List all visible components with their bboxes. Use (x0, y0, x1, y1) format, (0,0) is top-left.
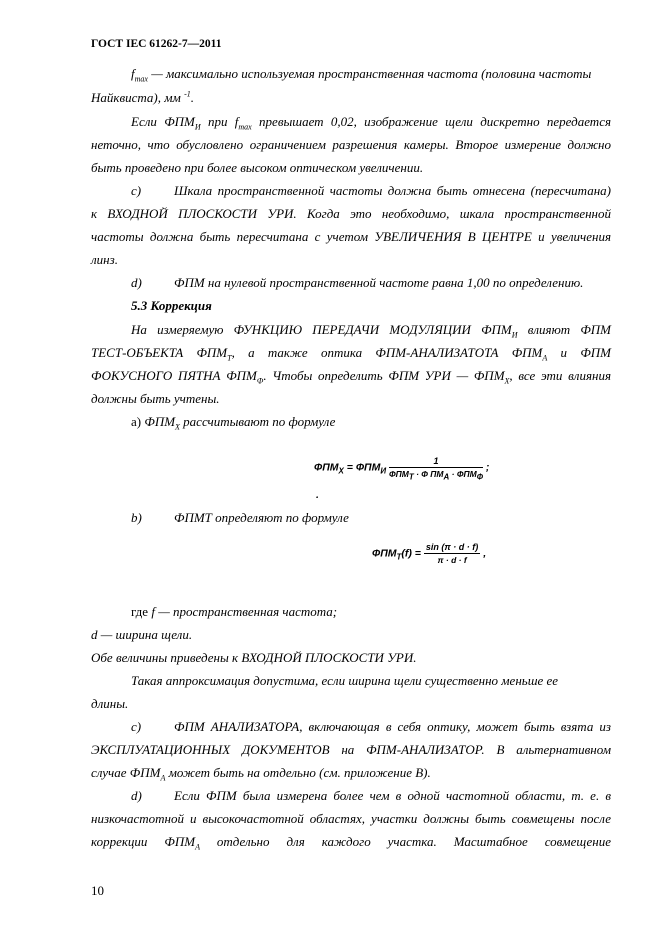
formula-mtf-x-numerator: 1 (389, 456, 483, 468)
item-c2-line-2: ЭКСПЛУАТАЦИОННЫХ ДОКУМЕНТОВ на ФПМ-АНАЛИЗАТОР. В альтернативном (91, 742, 611, 757)
item-c-line-3: частоты должна быть пересчитана с учетом УВЕЛИЧЕНИЯ В ЦЕНТРЕ и увеличения (91, 229, 611, 244)
item-c2-line-1: ФПМ АНАЛИЗАТОРА, включающая в себя оптику, может быть взята из (174, 719, 611, 734)
approximation-line-2: длины. (91, 696, 129, 711)
paragraph-if-line-3: быть проведено при более высоком оптическом увеличении. (91, 160, 424, 175)
formula-mtf-x-stray-dot: . (316, 489, 319, 501)
fmax-definition-line-1: $f_{max}$ — максимально используемая пространственная частота (половина частоты (131, 66, 592, 84)
paragraph-if-line-2: неточно, что обусловлено ограничением разрешения камеры. Второе измерение должно (91, 137, 611, 152)
section-heading: 5.3 Коррекция (131, 298, 212, 313)
item-c2-line-3: случае $ФПМ_А$ может быть на отдельно (см. приложение В). (91, 765, 431, 783)
d-definition: d — ширина щели. (91, 627, 193, 642)
correction-line-3: ФОКУСНОГО ПЯТНА $ФПМ_Ф$. Чтобы определить ФПМ УРИ — $ФПМ_Х$, все эти влияния (91, 368, 611, 386)
item-c-line-1: Шкала пространственной частоты должна быть отнесена (пересчитана) (174, 183, 611, 198)
correction-line-4: должны быть учтены. (91, 391, 220, 406)
document-header: ГОСТ IEC 61262-7—2011 (91, 38, 222, 50)
item-d2-line-2: низкочастотной и высокочастотной областях, участки должны быть совмещены после (91, 811, 611, 826)
both-quantities: Обе величины приведены к ВХОДНОЙ ПЛОСКОСТИ УРИ. (91, 650, 417, 665)
where-f: где f — пространственная частота; (131, 604, 338, 619)
approximation-line-1: Такая аппроксимация допустима, если ширина щели существенно меньше ее (131, 673, 559, 688)
item-d2-line-3: коррекции $ФПМ_А$ отдельно для каждого участка. Масштабное совмещение (91, 834, 611, 852)
item-d-marker: d) (131, 275, 142, 290)
item-d2-marker: d) (131, 788, 142, 803)
item-c-line-4: линз. (91, 252, 118, 267)
formula-mtf-t-fraction (424, 542, 480, 565)
paragraph-if-line-1: Если $ФПМ_И$ при $f_{max}$ превышает 0,02, изображение щели дискретно передается (131, 114, 612, 132)
item-b-text: ФПМТ определяют по формуле (174, 510, 349, 525)
correction-line-1: На измеряемую ФУНКЦИЮ ПЕРЕДАЧИ МОДУЛЯЦИИ $ФПМ_И$ влияют ФПМ (131, 322, 611, 340)
formula-mtf-t-numerator: sin (π · d · f) (425, 542, 479, 552)
item-d2-line-1: Если ФПМ была измерена более чем в одной частотной области, т. е. в (174, 788, 611, 803)
formula-mtf-t: $ФПМ_Т(f)$ = $\frac{\sin (\pi \cdot d \cdot f)}{\pi \cdot d \cdot f}$ , (372, 542, 487, 565)
formula-mtf-x: $ФПМ_X = ФПМ_И$ $\frac{1}{ФПМ_Т \cdot Ф ПМ_А \cdot ФПМ_Ф}$ ; (314, 456, 490, 482)
item-d-text: ФПМ на нулевой пространственной частоте равна 1,00 по определению. (174, 275, 584, 290)
item-b-marker: b) (131, 510, 142, 525)
item-c-line-2: к ВХОДНОЙ ПЛОСКОСТИ УРИ. Когда это необходимо, шкала пространственной (91, 206, 611, 221)
item-c-marker: c) (131, 183, 142, 198)
item-c2-marker: c) (131, 719, 142, 734)
item-a: а) $ФПМ_Х$ рассчитывают по формуле (131, 414, 336, 432)
fmax-definition-line-2: Найквиста), мм $^{-1}$. (91, 89, 195, 105)
page-number: 10 (91, 883, 104, 898)
correction-line-2: ТЕСТ-ОБЪЕКТА $ФПМ_Т$, а также оптика ФПМ-АНАЛИЗАТОТА $ФПМ_А$ и ФПМ (91, 345, 611, 363)
formula-mtf-x-denominator: $ФПМ_Т \cdot Ф$ $ПМ_А \cdot ФПМ_Ф$ (389, 469, 483, 482)
formula-mtf-t-denominator: π · d · f (437, 555, 467, 565)
